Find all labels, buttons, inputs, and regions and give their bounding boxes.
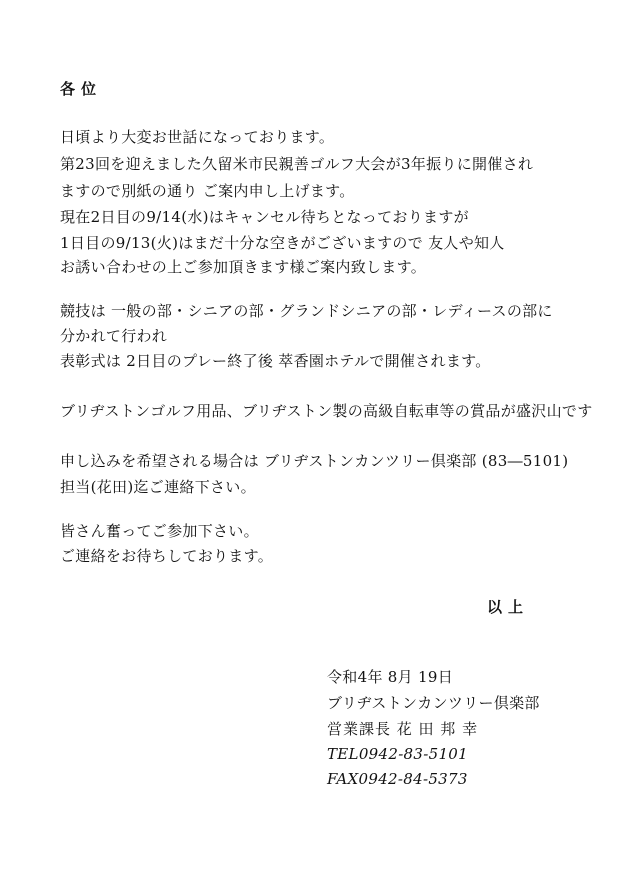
signature-title-name: 営業課長 花 田 邦 幸 bbox=[327, 720, 479, 738]
body-line: 1日目の9/13(火)はまだ十分な空きがございますので 友人や知人 bbox=[60, 234, 505, 252]
body-line: 申し込みを希望される場合は ブリヂストンカンツリー倶楽部 (83―5101) bbox=[60, 452, 569, 470]
signature-fax: FAX0942-84-5373 bbox=[327, 770, 468, 788]
body-line: ますので別紙の通り ご案内申し上げます。 bbox=[60, 182, 355, 200]
body-line: お誘い合わせの上ご参加頂きます様ご案内致します。 bbox=[60, 258, 427, 276]
closing-mark: 以上 bbox=[487, 598, 530, 616]
body-line: 担当(花田)迄ご連絡下さい。 bbox=[60, 478, 256, 496]
signature-organization: ブリヂストンカンツリー倶楽部 bbox=[327, 694, 540, 712]
body-line: 表彰式は 2日目のプレー終了後 萃香園ホテルで開催されます。 bbox=[60, 352, 491, 370]
body-line: 第23回を迎えました久留米市民親善ゴルフ大会が3年振りに開催され bbox=[60, 155, 534, 173]
body-line: 現在2日目の9/14(水)はキャンセル待ちとなっておりますが bbox=[60, 208, 469, 226]
body-line: ブリヂストンゴルフ用品、ブリヂストン製の高級自転車等の賞品が盛沢山です bbox=[60, 402, 593, 420]
salutation: 各位 bbox=[60, 80, 103, 98]
body-line: 分かれて行われ bbox=[60, 327, 168, 345]
body-line: 日頃より大変お世話になっております。 bbox=[60, 128, 335, 146]
body-line: 競技は 一般の部・シニアの部・グランドシニアの部・レディースの部に bbox=[60, 302, 553, 320]
signature-tel: TEL0942-83-5101 bbox=[327, 745, 468, 763]
signature-date: 令和4年 8月 19日 bbox=[327, 668, 454, 686]
body-line: 皆さん奮ってご参加下さい。 bbox=[60, 522, 259, 540]
body-line: ご連絡をお待ちしております。 bbox=[60, 547, 274, 565]
